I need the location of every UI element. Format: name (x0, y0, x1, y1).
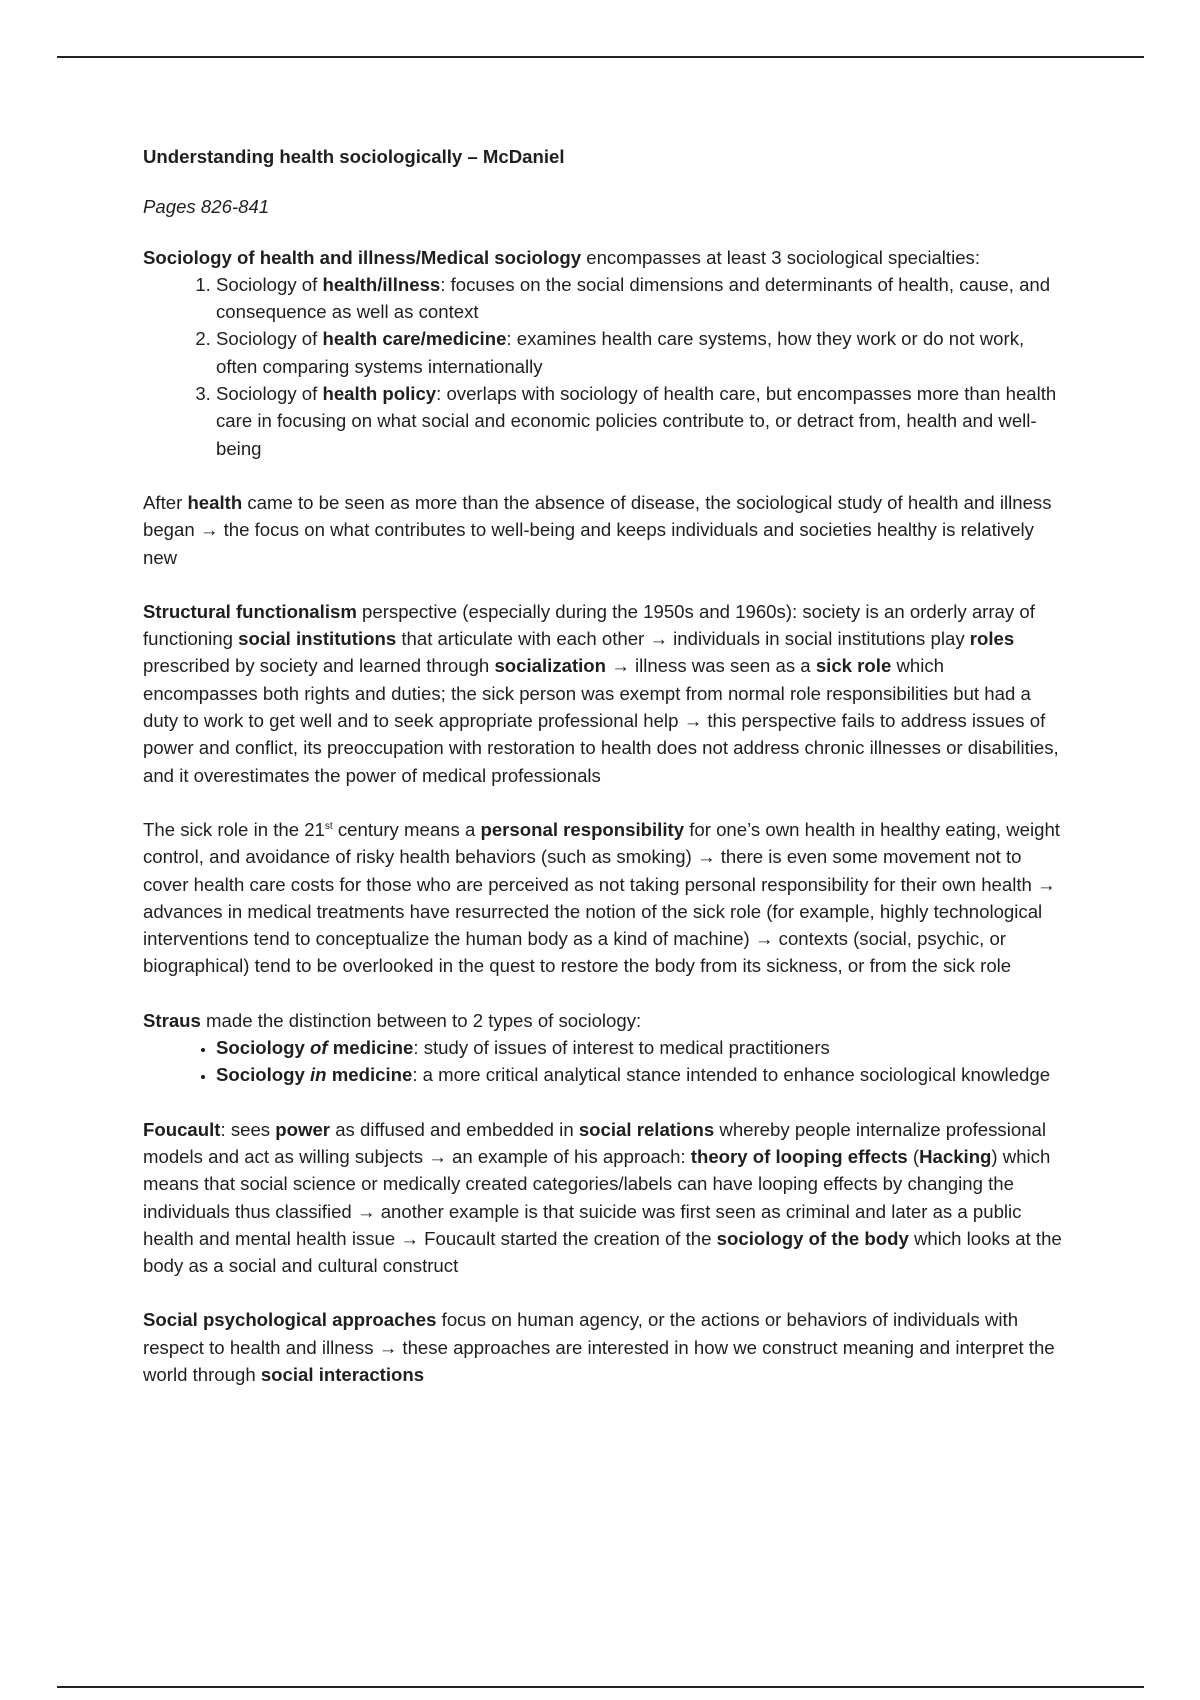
footer-rule (57, 1686, 1144, 1688)
section-specialties-intro: Sociology of health and illness/Medical sociology encompasses at least 3 sociological specialties: (143, 246, 981, 268)
document-body (143, 143, 1063, 1415)
page-range: Pages 826-841 (143, 196, 270, 218)
paragraph-straus: Straus made the distinction between to 2 types of sociology: (143, 1009, 642, 1031)
paragraph-sick-role: The sick role in the 21st century means a personal responsibility for one’s own health in healthy eating, weight control, and avoidance of risky health behaviors (such as smoking) → there is even some movement not to cover health care costs for those who are perceived as not taking personal responsibility for their own health → advances in medical treatments have resurrected the notion of the sick role (for example, highly technological interventions tend to conceptualize the human body as a kind of machine) → contexts (social, psychic, or biographical) tend to be overlooked in the quest to restore the body from its sickness, or from the sick role (143, 818, 1060, 977)
header-rule (57, 56, 1144, 58)
paragraph-structural-functionalism: Structural functionalism perspective (especially during the 1950s and 1960s): society is an orderly array of functioning social institutions that articulate with each other → individuals in social institutions play roles prescribed by society and learned through socialization → illness was seen as a sick role which encompasses both rights and duties; the sick person was exempt from normal role responsibilities but had a duty to work to get well and to seek appropriate professional help → this perspective fails to address issues of power and conflict, its preoccupation with restoration to health does not address chronic illnesses or disabilities, and it overestimates the power of medical professionals (143, 600, 1059, 786)
list-item: 1. Sociology of health/illness: focuses on the social dimensions and determinants of health, cause, and consequence as well as context (216, 271, 1063, 326)
list-item: 2. Sociology of health care/medicine: examines health care systems, how they work or do not work, often comparing systems internationally (216, 325, 1063, 380)
paragraph-social-psychological: Social psychological approaches focus on human agency, or the actions or behaviors of individuals with respect to health and illness → these approaches are interested in how we construct meaning and interpret the world through social interactions (143, 1309, 1055, 1385)
paragraph-foucault: Foucault: sees power as diffused and embedded in social relations whereby people internalize professional models and act as willing subjects → an example of his approach: theory of looping effects (Hacking) which means that social science or medically created categories/labels can have looping effects by changing the individuals thus classified → another example is that suicide was first seen as criminal and later as a public health and mental health issue → Foucault started the creation of the sociology of the body which looks at the body as a social and cultural construct (143, 1118, 1062, 1277)
list-item: 3. Sociology of health policy: overlaps with sociology of health care, but encompasses more than health care in focusing on what social and economic policies contribute to, or detract from, health and well-being (216, 380, 1063, 462)
term-medical-sociology: Sociology of health and illness/Medical sociology (143, 246, 582, 268)
specialties-list (143, 271, 1063, 462)
list-item: • Sociology in medicine: a more critical analytical stance intended to enhance sociological knowledge (216, 1061, 1063, 1088)
sociology-types-list (143, 1034, 1063, 1089)
document-title: Understanding health sociologically – McDaniel (143, 146, 565, 167)
paragraph-health: After health came to be seen as more than the absence of disease, the sociological study of health and illness began → the focus on what contributes to well-being and keeps individuals and societies healthy is relatively new (143, 491, 1052, 568)
list-item: • Sociology of medicine: study of issues of interest to medical practitioners (216, 1034, 1063, 1061)
